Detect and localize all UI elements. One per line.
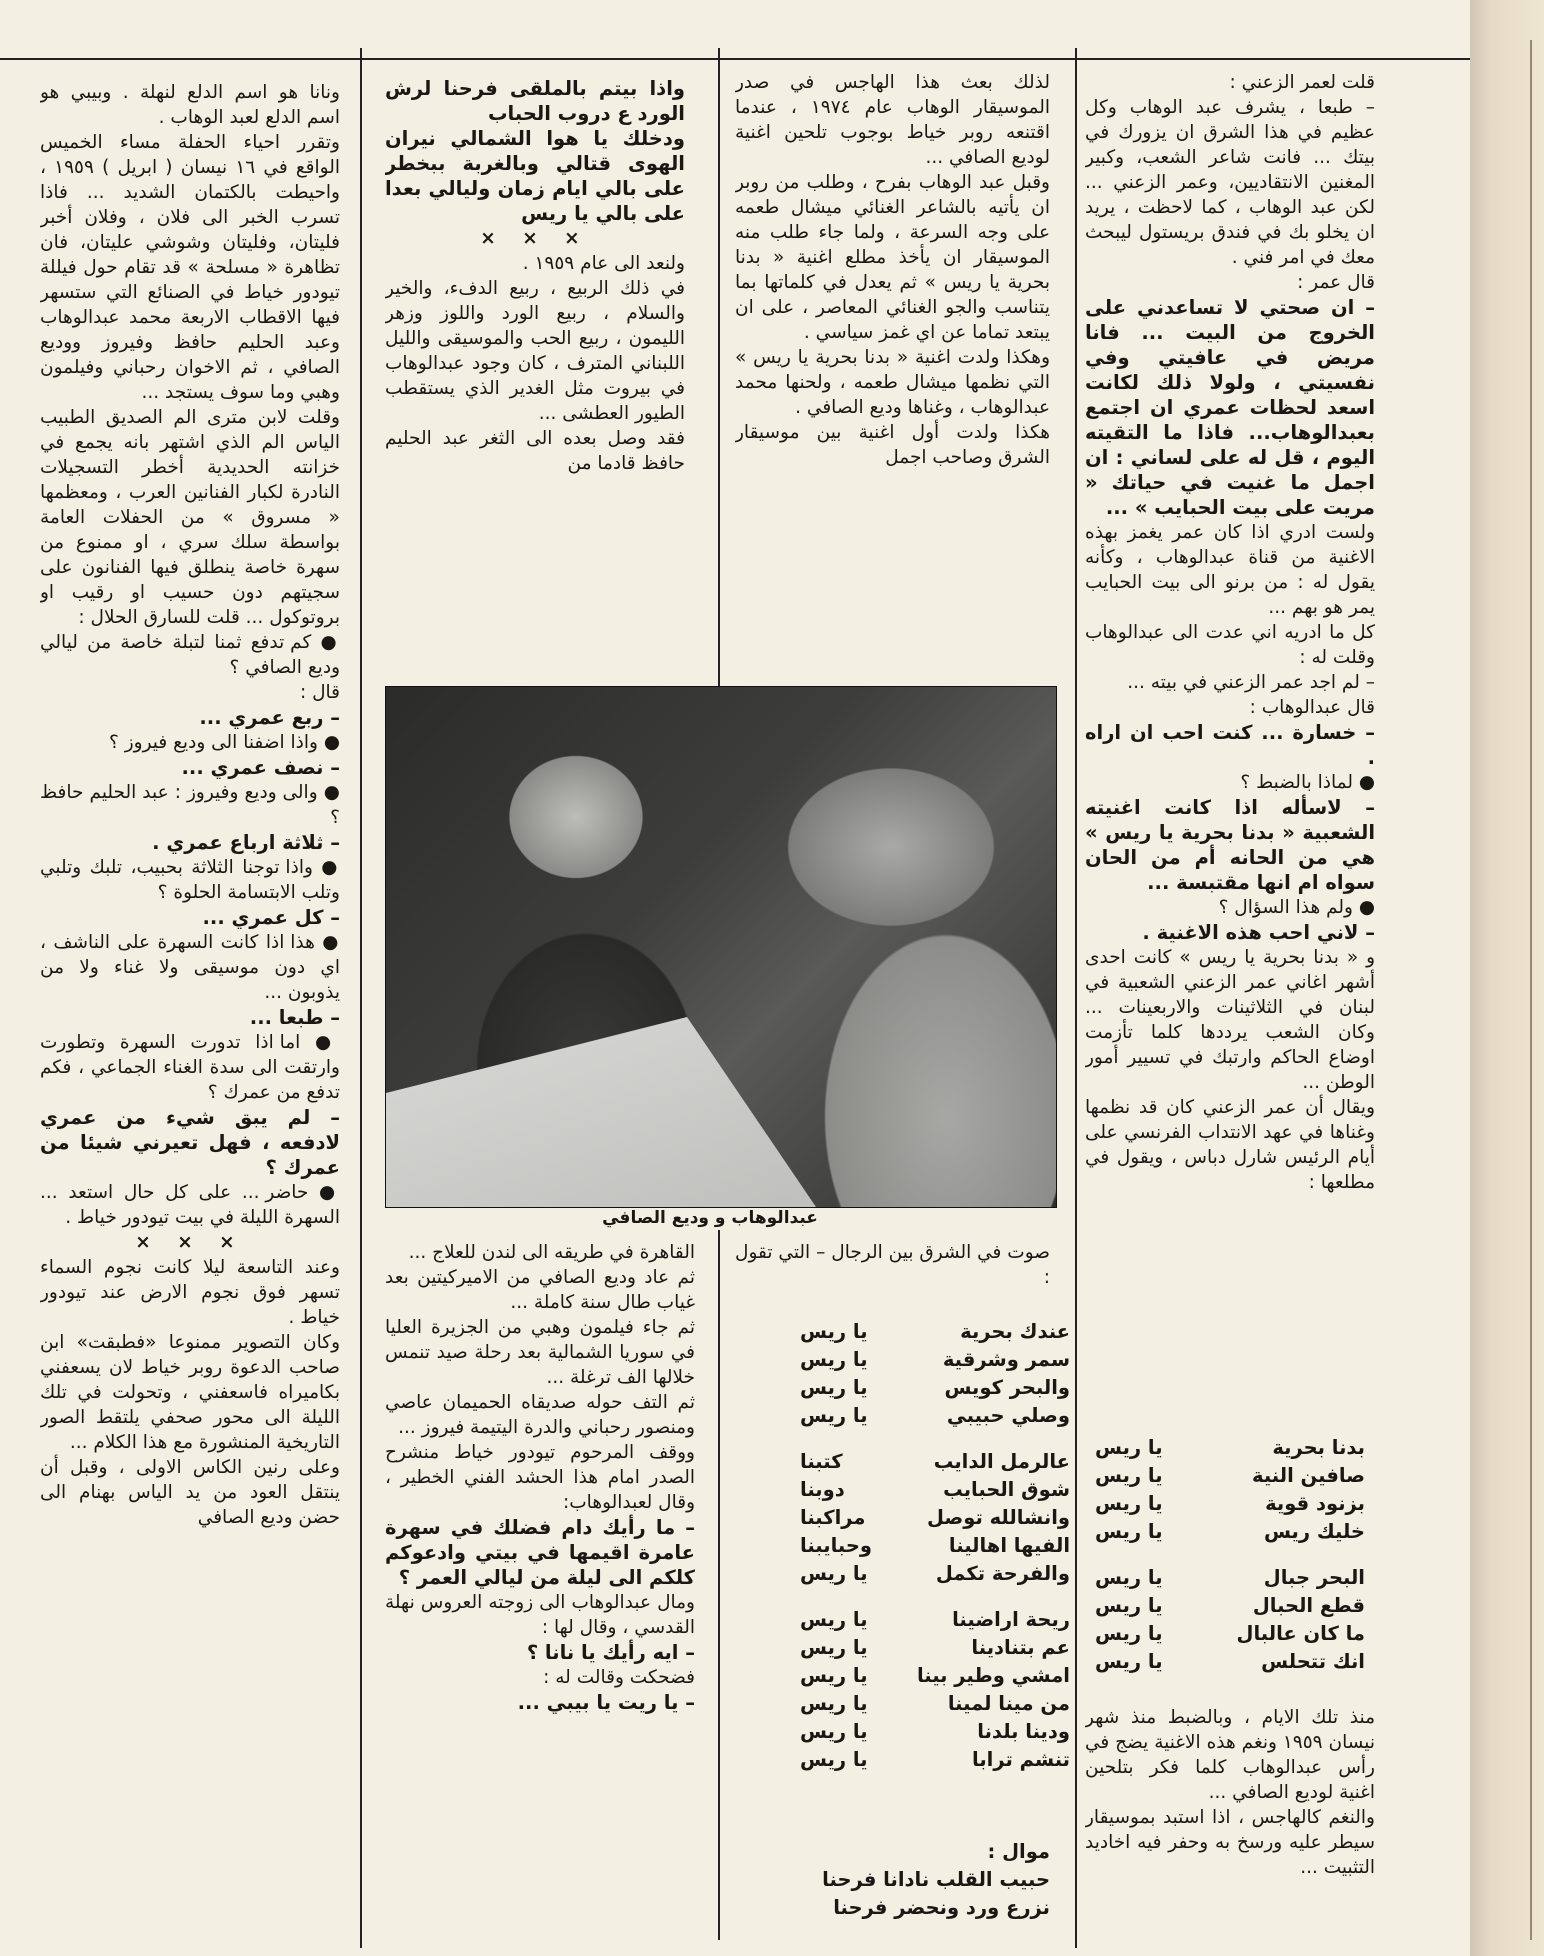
poem-refrain: كتبنا: [800, 1450, 843, 1473]
poem-verse: انك تتحلس: [1261, 1650, 1365, 1673]
poem-verse: خليك ريس: [1263, 1520, 1365, 1543]
paragraph: – ما رأيك دام فضلك في سهرة عامرة اقيمها في بيتي وادعوكم كلكم الى ليلة من ليالي العمر ؟: [385, 1516, 695, 1589]
paragraph: – ثلاثة ارباع عمري .: [152, 831, 340, 854]
poem-refrain: يا ريس: [800, 1404, 868, 1427]
paragraph: في ذلك الربيع ، ربيع الدفء، والخير والسلام ، ربيع الورد واللوز وزهر الليمون ، ربيع الحب والموسيقى والليل اللبناني المترف ، كان وجود عبدالوهاب في بيروت مثل الغدير الذي يستقطب الطيور العطشى ...: [385, 278, 685, 424]
poem-refrain: يا ريس: [800, 1692, 868, 1715]
column-divider: [718, 1230, 720, 1940]
paragraph: قال عمر :: [1297, 272, 1375, 293]
intro-text: صوت في الشرق بين الرجال – التي تقول :: [735, 1242, 1050, 1288]
poem-verse: سمر وشرقية: [942, 1348, 1070, 1371]
paragraph: ويقال أن عمر الزعني كان قد نظمها وغناها في عهد الانتداب الفرنسي على أيام الرئيس شارل دباس ، ويقول في مطلعها :: [1085, 1097, 1375, 1193]
paragraph: ● واذا توجنا الثلاثة بحبيب، تلبك وتلبي وتلب الابتسامة الحلوة ؟: [40, 855, 340, 905]
poem-line: [800, 1746, 1070, 1774]
paragraph: ● والى وديع وفيروز : عبد الحليم حافظ ؟: [40, 780, 340, 830]
paragraph: ● هذا اذا كانت السهرة على الناشف ، اي دون موسيقى ولا غناء ولا من يذوبون ...: [40, 930, 340, 1005]
mawwal-label: موال :: [987, 1840, 1050, 1863]
paragraph: – لم يبق شيء من عمري لادفعه ، فهل تعيرني شيئا من عمرك ؟: [40, 1106, 340, 1179]
top-rule: [0, 58, 1470, 60]
poem-verse: عم بتنادينا: [971, 1636, 1070, 1659]
poem-refrain: يا ريس: [800, 1636, 868, 1659]
paragraph: ● لماذا بالضبط ؟: [1085, 770, 1375, 795]
poem-verse: والبحر كويس: [944, 1376, 1070, 1399]
paragraph: – لاسأله اذا كانت اغنيته الشعبية « بدنا بحرية يا ريس » هي من الحانه أم من الحان سواه ام انها مقتبسة ...: [1085, 796, 1375, 894]
paragraph: – لاني احب هذه الاغنية .: [1142, 921, 1375, 944]
poem-refrain: دوبنا: [800, 1478, 845, 1501]
paragraph: ● كم تدفع ثمنا لتبلة خاصة من ليالي وديع الصافي ؟: [40, 630, 340, 680]
poem-verse: صافين النية: [1252, 1464, 1365, 1487]
poem-line: [800, 1718, 1070, 1746]
poem-line: [800, 1634, 1070, 1662]
paragraph: واذا بيتم بالملقى فرحنا لرش الورد ع دروب الحباب: [385, 77, 685, 125]
paragraph: وعلى رنين الكاس الاولى ، وقبل أن ينتقل العود من يد الياس بهنام الى حضن وديع الصافي: [40, 1457, 340, 1528]
poem-verse: بدنا بحرية: [1272, 1436, 1365, 1459]
poem-line: [1095, 1620, 1365, 1648]
paragraph: فضحكت وقالت له :: [543, 1667, 695, 1688]
photo-caption: عبدالوهاب و وديع الصافي: [602, 1208, 818, 1228]
poem-refrain: يا ريس: [800, 1348, 868, 1371]
paragraph: ● اما اذا تدورت السهرة وتطورت وارتقت الى سدة الغناء الجماعي ، فكم تدفع من عمرك ؟: [40, 1030, 340, 1105]
paragraph: ● حاضر ... على كل حال استعد ... السهرة الليلة في بيت تيودور خياط .: [40, 1180, 340, 1230]
poem-refrain: وحبايبنا: [800, 1534, 873, 1557]
paragraph: منذ تلك الايام ، وبالضبط منذ شهر نيسان ١٩٥٩ ونغم هذه الاغنية يضج في رأس عبدالوهاب كلما فكر بتلحين اغنية لوديع الصافي ...: [1085, 1707, 1375, 1803]
paragraph: والنغم كالهاجس ، اذا استبد بموسيقار سيطر عليه ورسخ به وحفر فيه اخاديد التثبيت ...: [1085, 1807, 1375, 1878]
mawwal-line: نزرع ورد ونحضر فرحنا: [833, 1896, 1050, 1919]
paragraph: ثم جاء فيلمون وهبي من الجزيرة العليا في سوريا الشمالية بعد رحلة صيد تنمس خلالها الف ترغلة ...: [385, 1317, 695, 1388]
poem-indak-bahriyye: [800, 1318, 1070, 1774]
page-gutter: [1470, 0, 1544, 1956]
poem-line: [1095, 1518, 1365, 1546]
section-separator: × × ×: [135, 1232, 245, 1253]
poem-verse: الفيها اهالينا: [948, 1534, 1070, 1557]
poem-refrain: يا ريس: [800, 1664, 868, 1687]
paragraph: كل ما ادريه اني عدت الى عبدالوهاب وقلت له :: [1085, 622, 1375, 668]
poem-refrain: يا ريس: [1095, 1492, 1163, 1515]
paragraph: – نصف عمري ...: [181, 756, 340, 779]
column-1: [1085, 70, 1375, 1410]
poem-verse: عالرمل الدايب: [933, 1450, 1070, 1473]
poem-verse: عندك بحرية: [960, 1320, 1070, 1343]
paragraph: – خسارة ... كنت احب ان اراه .: [1085, 721, 1375, 769]
column-divider: [718, 48, 720, 688]
poem-line: [1095, 1564, 1365, 1592]
poem-line: [1095, 1434, 1365, 1462]
photo-table: [386, 1017, 816, 1207]
paragraph: وهكذا ولدت اغنية « بدنا بحرية يا ريس » التي نظمها ميشال طعمه ، ولحنها محمد عبدالوهاب ، وغناها وديع الصافي .: [735, 347, 1050, 418]
paragraph: فقد وصل بعده الى الثغر عبد الحليم حافظ قادما من: [385, 428, 685, 474]
poem-refrain: يا ريس: [800, 1720, 868, 1743]
column-3: [385, 76, 685, 676]
poem-verse: وصلي حبيبي: [946, 1404, 1070, 1427]
paragraph: ثم عاد وديع الصافي من الاميركيتين بعد غياب طال سنة كاملة ...: [385, 1267, 695, 1313]
poem-refrain: مراكبنا: [800, 1506, 866, 1529]
paragraph: ولست ادري اذا كان عمر يغمز بهذه الاغنية من قناة عبدالوهاب ، وكأنه يقول له : من برنو الى بيت الحبايب يمر هو بهم ...: [1085, 522, 1375, 618]
poem-line: [800, 1504, 1070, 1532]
paragraph: و « بدنا بحرية يا ريس » كانت احدى أشهر اغاني عمر الزعني الشعبية في لبنان في الثلاثينات والاربعينات ... وكان الشعب يرددها كلما تأزمت اوضاع الحاكم وارتبك في تسيير أمور الوطن ...: [1085, 947, 1375, 1093]
section-separator: × × ×: [480, 228, 590, 249]
poem-refrain: يا ريس: [800, 1608, 868, 1631]
paragraph: ووقف المرحوم تيودور خياط منشرح الصدر امام هذا الحشد الفني الخطير ، وقال لعبدالوهاب:: [385, 1442, 695, 1513]
poem-refrain: يا ريس: [1095, 1464, 1163, 1487]
paragraph: القاهرة في طريقه الى لندن للعلاج ...: [408, 1242, 695, 1263]
stanza-gap: [800, 1588, 1070, 1606]
column-4: [40, 80, 340, 1940]
column-3-bottom: [385, 1240, 695, 1940]
column-1-end: [1085, 1705, 1375, 1945]
poem-line: [800, 1346, 1070, 1374]
paragraph: – طبعا ، يشرف عبد الوهاب وكل عظيم في هذا الشرق ان يزورك في بيتك ... فانت شاعر الشعب، وكبير المغنين الانتقاديين، وعمر الزعني ... لكن عبد الوهاب ، كما لاحظت ، يريد ان يخلو بك في فندق بريستول ليبحث معك في امر فني .: [1085, 97, 1375, 268]
paragraph: وعند التاسعة ليلا كانت نجوم السماء تسهر فوق نجوم الارض عند تيودور خياط .: [40, 1257, 340, 1328]
poem-verse: شوق الحبايب: [943, 1478, 1070, 1501]
column-2: [735, 70, 1050, 660]
poem-bidna-bahriyye: [1095, 1434, 1365, 1676]
poem-line: [800, 1690, 1070, 1718]
photo-abdelwahab-wadih-safi: [385, 686, 1057, 1208]
paragraph: – ايه رأيك يا نانا ؟: [526, 1641, 695, 1664]
stanza-gap: [800, 1430, 1070, 1448]
poem-refrain: يا ريس: [800, 1562, 868, 1585]
poem-line: [800, 1402, 1070, 1430]
poem-refrain: يا ريس: [1095, 1566, 1163, 1589]
poem-verse: ودينا بلدنا: [977, 1720, 1070, 1743]
poem-refrain: يا ريس: [1095, 1594, 1163, 1617]
poem-line: [800, 1318, 1070, 1346]
mawwal-line: حبيب القلب نادانا فرحنا: [822, 1868, 1050, 1891]
paragraph: وكان التصوير ممنوعا «فطبقت» ابن صاحب الدعوة روبر خياط لان يسعفني بكاميراه فاسعفني ، وتحولت في تلك الليلة الى محور صحفي يلتقط الصور التاريخية المنشورة مع هذا الكلام ...: [40, 1332, 340, 1453]
paragraph: هكذا ولدت أول اغنية بين موسيقار الشرق وصاحب اجمل: [735, 422, 1050, 468]
paragraph: – يا ريت يا بيبي ...: [517, 1691, 695, 1714]
mawwal-lines: [770, 1866, 1050, 1922]
paragraph: – ان صحتي لا تساعدني على الخروج من البيت ... فانا مريض في عافيتي وفي نفسيتي ، ولولا ذلك لكانت اسعد لحظات عمري ان اجتمع بعبدالوهاب... فاذا ما التقيته اليوم ، قل له على لساني : ان اجمل ما غنيت في حياتك « مريت على بيت الحبايب » ...: [1085, 296, 1375, 519]
poem-line: [800, 1606, 1070, 1634]
poem-line: [800, 1560, 1070, 1588]
poem-verse: تنشم ترابا: [972, 1748, 1070, 1771]
mawwal-block: [770, 1838, 1050, 1922]
poem-refrain: يا ريس: [1095, 1622, 1163, 1645]
column-2-bottom-intro: [735, 1240, 1050, 1300]
poem-line: [1095, 1592, 1365, 1620]
paragraph: ● واذا اضفنا الى وديع فيروز ؟: [40, 730, 340, 755]
poem-verse: بزنود قوية: [1265, 1492, 1365, 1515]
paragraph: لذلك بعث هذا الهاجس في صدر الموسيقار الوهاب عام ١٩٧٤ ، عندما اقتنعه روبر خياط بوجوب تلحين اغنية لوديع الصافي ...: [735, 72, 1050, 168]
poem-refrain: يا ريس: [1095, 1650, 1163, 1673]
paragraph: ونانا هو اسم الدلع لنهلة . وبيبي هو اسم الدلع لعبد الوهاب .: [40, 82, 340, 128]
poem-line: [800, 1476, 1070, 1504]
poem-line: [1095, 1462, 1365, 1490]
paragraph: ومال عبدالوهاب الى زوجته العروس نهلة القدسي ، وقال لها :: [385, 1592, 695, 1638]
paragraph: – كل عمري ...: [202, 906, 340, 929]
paragraph: وقلت لابن مترى الم الصديق الطبيب الياس الم الذي اشتهر بانه يجمع في خزانته الحديدية أخطر التسجيلات النادرة لكبار الفنانين العرب ، ومعظمها « مسروق » من الحفلات العامة بواسطة سلك سري ، او ممنوع من سهرة خاصة ينطلق فيها الفنانون على سجيتهم دون حسيب او رقيب او بروتوكول ... قلت للسارق الحلال :: [40, 407, 340, 628]
poem-verse: وانشالله توصل: [927, 1506, 1070, 1529]
paragraph: وتقرر احياء الحفلة مساء الخميس الواقع في ١٦ نيسان ( ابريل ) ١٩٥٩ ، واحيطت بالكتمان الشديد ... فاذا تسرب الخبر الى فلان ، وفلان أخبر فليتان، وفليتان وشوشي عليتان، فان تظاهرة « مسلحة » قد تقام حول فيللة تيودور خياط في الصنائع التي ستسهر فيها الاقطاب الاربعة محمد عبدالوهاب وعبد الحليم حافظ وفيروز ووديع الصافي ، ثم الاخوان رحباني وفيلمون وهبي وما سوف يستجد ...: [40, 132, 340, 403]
stanza-gap: [1095, 1546, 1365, 1564]
paragraph: – ربع عمري ...: [199, 706, 340, 729]
paragraph: ولنعد الى عام ١٩٥٩ .: [522, 253, 685, 274]
poem-verse: البحر جبال: [1263, 1566, 1365, 1589]
paragraph: قلت لعمر الزعني :: [1229, 72, 1375, 93]
paragraph: – طبعا ...: [249, 1006, 340, 1029]
poem-verse: ما كان عالبال: [1236, 1622, 1365, 1645]
poem-verse: والفرحة تكمل: [935, 1562, 1070, 1585]
paragraph: ● ولم هذا السؤال ؟: [1085, 895, 1375, 920]
paragraph: ثم التف حوله صديقاه الحميمان عاصي ومنصور رحباني والدرة اليتيمة فيروز ...: [385, 1392, 695, 1438]
poem-refrain: يا ريس: [800, 1320, 868, 1343]
poem-line: [1095, 1490, 1365, 1518]
paragraph: وقبل عبد الوهاب بفرح ، وطلب من روبر ان يأتيه بالشاعر الغنائي ميشال طعمه على وجه السرعة ، ولما جاء طلب منه الموسيقار ان يأخذ مطلع اغنية « بدنا بحرية يا ريس » ثم يعدل في كلماتها بما يتناسب والجو الغنائي المعاصر ، على ان يبتعد تماما عن اي غمز سياسي .: [735, 172, 1050, 343]
poem-verse: امشي وطير بينا: [916, 1664, 1070, 1687]
paragraph: قال عبدالوهاب :: [1249, 697, 1375, 718]
poem-refrain: يا ريس: [800, 1748, 868, 1771]
poem-refrain: يا ريس: [1095, 1520, 1163, 1543]
poem-line: [800, 1662, 1070, 1690]
column-divider: [360, 48, 362, 1948]
poem-refrain: يا ريس: [1095, 1436, 1163, 1459]
paragraph: قال :: [299, 682, 340, 703]
poem-line: [800, 1532, 1070, 1560]
poem-verse: من مينا لمينا: [947, 1692, 1070, 1715]
column-divider: [1075, 48, 1077, 1948]
paragraph: ودخلك يا هوا الشمالي نيران الهوى قتالي وبالغربة ببخطر على بالي ايام زمان وليالي بعدا على بالي يا ريس: [385, 127, 685, 225]
poem-line: [1095, 1648, 1365, 1676]
poem-verse: ريحة اراضينا: [952, 1608, 1070, 1631]
poem-verse: قطع الحبال: [1252, 1594, 1365, 1617]
poem-refrain: يا ريس: [800, 1376, 868, 1399]
poem-line: [800, 1374, 1070, 1402]
paragraph: – لم اجد عمر الزعني في بيته ...: [1127, 672, 1375, 693]
poem-line: [800, 1448, 1070, 1476]
